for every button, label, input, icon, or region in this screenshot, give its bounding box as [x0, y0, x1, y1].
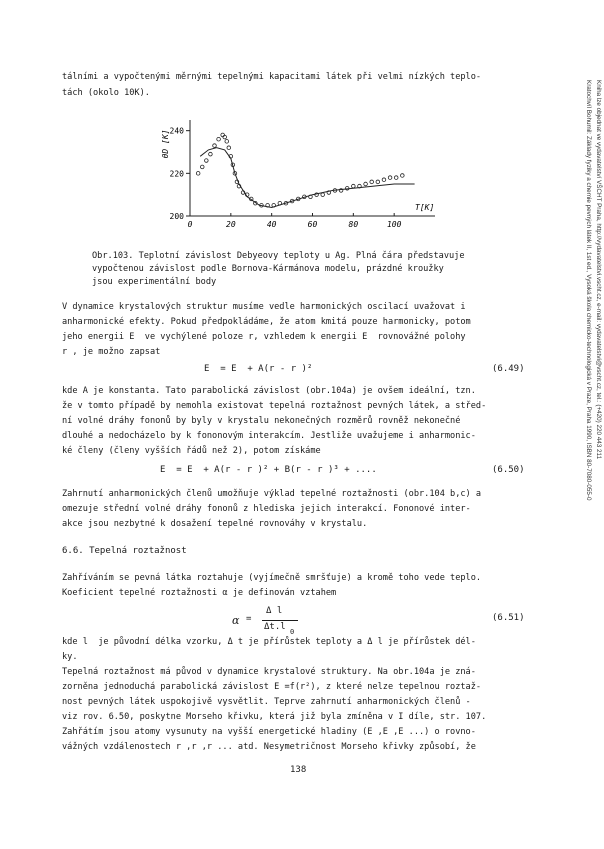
x-axis-label: T[K] — [415, 203, 435, 212]
data-point — [370, 180, 374, 184]
equation-6-50: E = E + A(r - r )² + B(r - r )³ + .... — [160, 465, 377, 475]
paragraph-line: anharmonické efekty. Pokud předpokládáme, že atom kmitá pouze harmonicky, potom — [62, 317, 471, 327]
x-tick-label: 40 — [266, 220, 277, 229]
alpha-symbol: α — [232, 614, 240, 627]
data-point — [217, 137, 221, 141]
y-tick-label: 200 — [169, 212, 184, 221]
paragraph-line: Koeficient tepelné roztažnosti α je definován vztahem — [62, 588, 337, 598]
data-point — [401, 174, 405, 178]
y-tick-label: 220 — [169, 169, 184, 179]
data-point — [321, 193, 325, 197]
fraction-numerator: Δ l — [266, 606, 283, 616]
x-tick-label: 100 — [386, 220, 402, 229]
x-tick-label: 0 — [187, 220, 193, 229]
x-tick-label: 60 — [307, 220, 318, 229]
paragraph-line: vážných vzdálenostech r ,r ,r ... atd. Nesymetričnost Morseho křivky způsobí, že — [62, 742, 476, 752]
intro-line: tálními a vypočtenými měrnými tepelnými kapacitami látek při velmi nízkých teplo- — [62, 72, 482, 82]
data-point — [221, 133, 225, 137]
paragraph-line: akce jsou nezbytné k dosažení tepelné rovnováhy v krystalu. — [62, 519, 368, 529]
equation-6-49: E = E + A(r - r )² — [204, 364, 313, 374]
paragraph-line: Tepelná roztažnost má původ v dynamice krystalové struktury. Na obr.104a je zná- — [62, 667, 476, 677]
data-point — [345, 186, 349, 190]
y-axis-label: θD [K] — [161, 129, 170, 159]
citation-line-1: Kratochvíl Bohumil: Základy fyziky a chemie pevných látek II, 1st ed., Vysoká škola chemicko-technologická v Praze, Praha 1990, ISBN 80-7080-055-0 — [585, 80, 592, 501]
paragraph-line: dlouhé a nedocházelo by k fononovým interakcím. Jestliže uvažujeme i anharmonic- — [62, 431, 476, 441]
data-point — [364, 182, 368, 186]
debye-temperature-chart — [150, 112, 450, 237]
paragraph-line: jeho energii E ve vychýlené poloze r, vzhledem k energii E rovnovážné polohy — [62, 332, 466, 342]
paragraph-line: ky. — [62, 652, 78, 662]
fraction-bar — [262, 620, 298, 621]
figure-caption: jsou experimentální body — [92, 277, 217, 287]
paragraph-line: ní volné dráhy fononů by byly v krystalu nekonečných rozměrů rovněž nekonečné — [62, 416, 461, 426]
figure-caption: vypočtenou závislost podle Bornova-Kármánova modelu, prázdné kroužky — [92, 264, 444, 274]
paragraph-line: kde A je konstanta. Tato parabolická závislost (obr.104a) je ovšem ideální, tzn. — [62, 386, 476, 396]
data-point — [223, 135, 227, 139]
data-point — [209, 152, 213, 156]
page-number: 138 — [290, 765, 307, 775]
data-point — [394, 176, 398, 180]
equation-number: (6.49) — [492, 364, 525, 374]
figure-caption: Obr.103. Teplotní závislost Debyeovy teploty u Ag. Plná čára představuje — [92, 251, 465, 261]
paragraph-line: omezuje střední volné dráhy fononů z hlediska jejich interakcí. Fononové inter- — [62, 504, 471, 514]
intro-line: tách (okolo 10K). — [62, 88, 150, 98]
data-point — [200, 165, 204, 169]
sidebar-citation — [564, 80, 604, 620]
data-point — [352, 184, 356, 188]
citation-line-2: Kniha lze objednat ve vydavatelství VŠCHT Praha, http://vydavatelstvi.vscht.cz, e-mail: vydavatelstvi@vscht.cz, tel.: (+420) 220 443 211 — [595, 80, 602, 460]
subscript: 0 — [290, 628, 295, 636]
data-point — [376, 180, 380, 184]
paragraph-line: kde l je původní délka vzorku, Δ t je přírůstek teploty a Δ l je přírůstek dél- — [62, 637, 476, 647]
paragraph-line: Zahříváním se pevná látka roztahuje (vyjímečně smršťuje) a kromě toho vede teplo. — [62, 573, 482, 583]
data-point — [196, 172, 200, 176]
paragraph-line: ké členy (členy vyšších řádů než 2), potom získáme — [62, 446, 321, 456]
paragraph-line: r , je možno zapsat — [62, 347, 161, 357]
paragraph-line: viz rov. 6.50, poskytne Morseho křivku, která již byla zmíněna v I díle, str. 107. — [62, 712, 487, 722]
x-tick-label: 80 — [348, 220, 359, 229]
data-point — [225, 140, 229, 144]
data-point — [388, 176, 392, 180]
equation-number: (6.51) — [492, 613, 525, 623]
equals-sign: = — [246, 614, 252, 624]
equation-6-51 — [232, 606, 352, 640]
data-point — [382, 178, 386, 182]
section-heading: 6.6. Tepelná roztažnost — [62, 546, 187, 556]
paragraph-line: nost pevných látek uspokojivě vysvětlit. Teprve zahrnutí anharmonických členů - — [62, 697, 471, 707]
paragraph-line: že v tomto případě by nemohla existovat tepelná roztažnost pevných látek, a střed- — [62, 401, 487, 411]
equation-number: (6.50) — [492, 465, 525, 475]
paragraph-line: zorněna jednoduchá parabolická závislost E =f(r²), z které nelze tepelnou roztaž- — [62, 682, 482, 692]
paragraph-line: Zahřátím jsou atomy vysunuty na vyšší energetické hladiny (E ,E ,E ...) o rovno- — [62, 727, 476, 737]
data-point — [213, 144, 217, 148]
x-tick-label: 20 — [226, 220, 236, 229]
data-point — [205, 159, 209, 163]
y-tick-label: 240 — [169, 126, 184, 136]
paragraph-line: V dynamice krystalových struktur musíme vedle harmonických oscilací uvažovat i — [62, 302, 466, 312]
paragraph-line: Zahrnutí anharmonických členů umožňuje výklad tepelné roztažnosti (obr.104 b,c) a — [62, 489, 482, 499]
data-point — [227, 146, 231, 150]
fraction-denominator: Δt.l — [264, 622, 286, 632]
